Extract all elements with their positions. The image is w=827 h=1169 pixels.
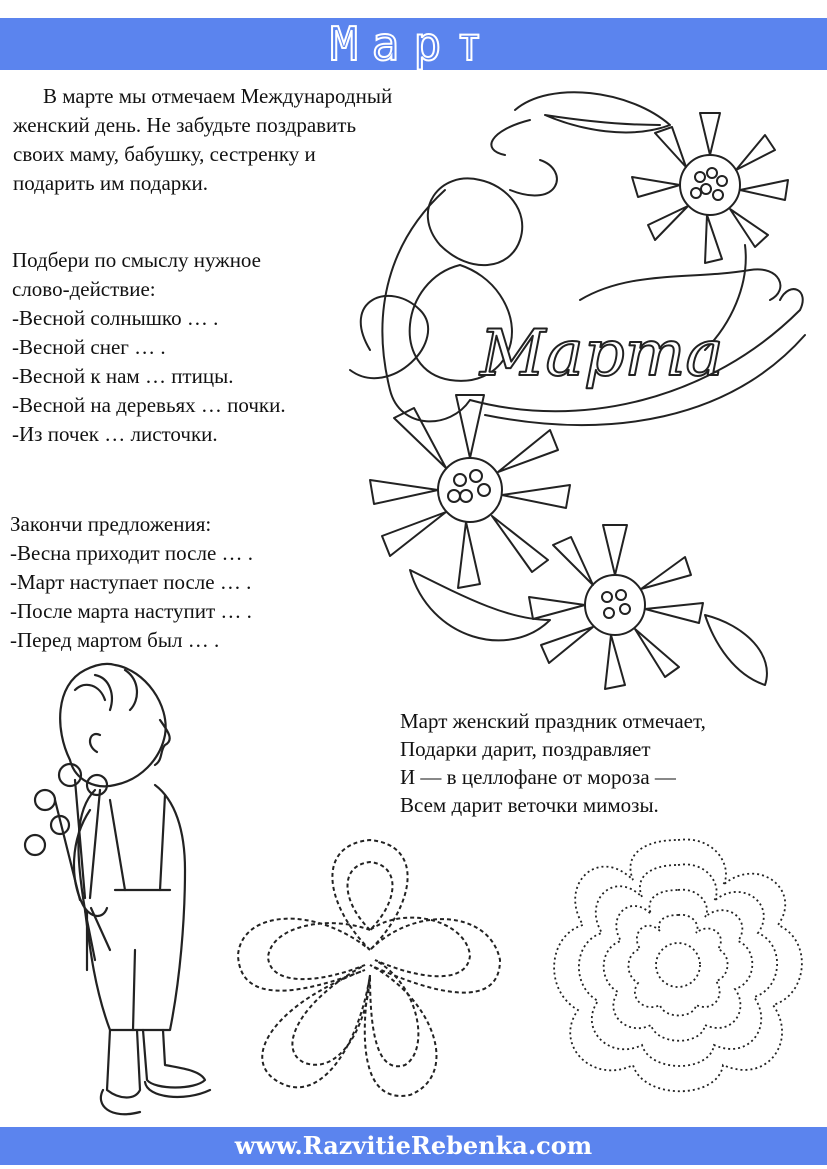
sunflower-icon bbox=[632, 113, 788, 350]
website-link[interactable]: www.RazvitieRebenka.com bbox=[234, 1131, 593, 1160]
task-item: -Весной на деревьях … почки. bbox=[12, 393, 286, 417]
poem-line: Всем дарит веточки мимозы. bbox=[400, 793, 659, 817]
tracing-flower-five-petal bbox=[230, 835, 510, 1105]
flower-icon bbox=[35, 790, 55, 810]
poem-line: Подарки дарит, поздравляет bbox=[400, 737, 651, 761]
task-heading: Закончи предложения: bbox=[10, 512, 212, 536]
march-8-illustration bbox=[330, 70, 827, 700]
leaf-icon bbox=[515, 92, 670, 132]
sunflower-icon bbox=[370, 395, 570, 640]
task-heading: Подбери по смыслу нужное bbox=[12, 248, 262, 272]
flower-icon bbox=[25, 835, 45, 855]
task-item: -После марта наступит … . bbox=[10, 599, 252, 623]
task-item: -Весной к нам … птицы. bbox=[12, 364, 234, 388]
poem bbox=[400, 707, 706, 819]
poem-line: И — в целлофане от мороза — bbox=[400, 765, 676, 789]
task-item: -Из почек … листочки. bbox=[12, 422, 218, 446]
page-title: Март bbox=[330, 17, 497, 71]
boy-with-flowers-illustration bbox=[15, 650, 225, 1125]
intro-line: своих маму, бабушку, сестренку и bbox=[13, 142, 316, 166]
card-caption: Марта bbox=[480, 317, 724, 391]
task-item: -Перед мартом был … . bbox=[10, 628, 220, 652]
task-item: -Март наступает после … . bbox=[10, 570, 252, 594]
intro-line: В марте мы отмечаем Международный bbox=[43, 84, 393, 108]
task-item: -Весной солнышко … . bbox=[12, 306, 219, 330]
task-item: -Весной снег … . bbox=[12, 335, 166, 359]
task-heading: слово-действие: bbox=[12, 277, 156, 301]
intro-line: подарить им подарки. bbox=[13, 171, 208, 195]
task-item: -Весна приходит после … . bbox=[10, 541, 254, 565]
tracing-flower-concentric bbox=[548, 835, 808, 1095]
sunflower-icon bbox=[529, 525, 767, 689]
task-finish-sentences bbox=[10, 510, 253, 655]
poem-line: Март женский праздник отмечает, bbox=[400, 709, 706, 733]
task-choose-verb bbox=[12, 246, 286, 449]
intro-line: женский день. Не забудьте поздравить bbox=[13, 113, 357, 137]
